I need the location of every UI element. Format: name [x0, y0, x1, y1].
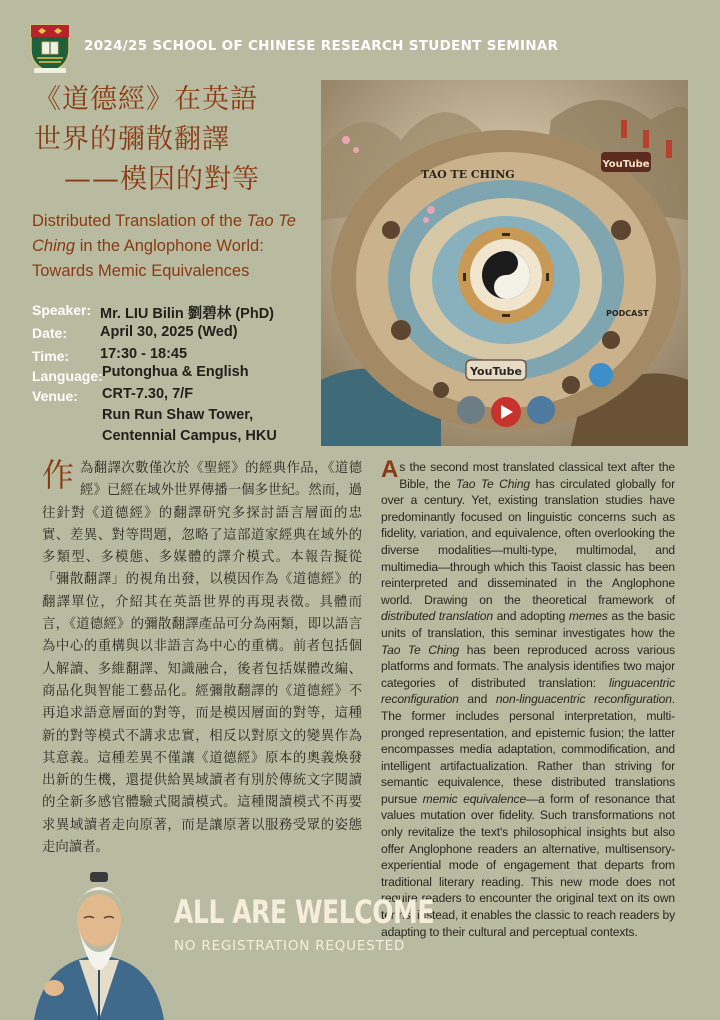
english-abstract-text-3: and adopting — [492, 609, 569, 624]
youtube-badge-center: YouTube — [470, 365, 522, 378]
tao-media-illustration — [321, 80, 688, 446]
speaker-label: Speaker: — [32, 302, 92, 318]
youtube-badge-top: YouTube — [602, 159, 650, 170]
english-title — [32, 209, 322, 284]
speaker-value: Mr. LIU Bilin 劉碧林 (PhD) — [100, 306, 274, 322]
venue-line-1: CRT-7.30, 7/F — [102, 386, 194, 402]
english-abstract-text-5: has been reproduced across various platforms and formats. The analysis identifies two major categories of distributed translation: — [381, 642, 675, 690]
chinese-abstract-text: 為翻譯次數僅次於《聖經》的經典作品，《道德經》已經在域外世界傳播一個多世紀。然而，過往針對《道德經》的翻譯研究多探討語言層面的忠實、差異、對等問題，忽略了這部道家經典在域外的多類型、多模態、多媒體的譯介模式。本報告擬從「彌散翻譯」的視角出發，以模因作為《道德經》的翻譯單位，介紹其在英語世界的再現表徵。具體而言，《道德經》的彌散翻譯產品可分為兩類，即以語言為中心的重構與以非語言為中心的重構。前者包括個人解讀、多維翻譯、知識融合，後者包括媒體改編、商品化與智能工藝品化。經彌散翻譯的《道德經》不再追求語意層面的對等，而是模因層面的對等，這種新的對等模式不講求忠實，相反以對原文的變異作為其意義。這種差異不僅讓《道德經》原本的奧義煥發出新的生機，還提供給異域讀者有別於傳統文字閱讀的全新多感官體驗式閱讀模式。這種閱讀模式不再要求異域讀者走向原著，而是讓原著以服務受眾的姿態走向讀者。 — [42, 461, 362, 856]
english-title-part-2: in the Anglophone World: Towards Memic Equivalences — [32, 237, 264, 280]
english-abstract-italic-1: Tao Te Ching — [456, 476, 530, 491]
date-label: Date: — [32, 325, 68, 341]
time-value: 17:30 - 18:45 — [100, 346, 188, 362]
english-abstract-italic-7: memic equivalence — [422, 791, 527, 806]
all-are-welcome-heading: ALL ARE WELCOME — [174, 893, 435, 931]
time-label: Time: — [32, 348, 70, 364]
no-registration-note: NO REGISTRATION REQUESTED — [174, 938, 406, 954]
english-title-part-1: Distributed Translation of the — [32, 212, 247, 230]
english-abstract-text-6: and — [458, 692, 496, 707]
date-value: April 30, 2025 (Wed) — [100, 324, 238, 340]
venue-label: Venue: — [32, 388, 78, 404]
language-label: Language: — [32, 368, 103, 384]
chinese-title — [34, 80, 260, 200]
podcast-art-label: PODCAST — [606, 309, 649, 318]
english-abstract-text-7: . The former includes personal interpretation, multi-pronged representation, and epistemic fusion; the latter encompasses media adaptation, commodification, and intelligent artifactualization. Rather than striving for semantic equivalence, these distributed translations pursue — [381, 692, 675, 806]
chinese-title-line-1: 《道德經》在英語 — [34, 84, 258, 115]
english-abstract-italic-5: linguacentric reconfiguration — [381, 675, 675, 707]
english-abstract-text-8: —a form of resonance that values mutation over fidelity. Such transformations not only revitalize the text's philosophical insights but also offer Anglophone readers an alternative, multisensory-experiential mode of engagement that departs from traditional literary reading. This new mode does not require readers to encounter the original text on its own terms; instead, it enables the classic to reach readers by adapting to their cultural and perceptual contexts. — [381, 791, 675, 939]
chinese-title-line-3: ——模因的對等 — [64, 164, 260, 195]
english-title-italic: Tao Te Ching — [32, 212, 296, 255]
chinese-abstract — [42, 458, 362, 859]
english-abstract-text-4: as the basic units of translation, this seminar investigates how the — [381, 609, 675, 640]
english-abstract-italic-6: non-linguacentric reconfiguration — [495, 692, 672, 707]
seminar-series-title: 2024/25 SCHOOL OF CHINESE RESEARCH STUDENT SEMINAR — [84, 38, 559, 54]
chinese-drop-cap: 作 — [42, 456, 75, 494]
chinese-title-line-2: 世界的彌散翻譯 — [34, 124, 230, 155]
tao-te-ching-art-label: TAO TE CHING — [421, 168, 515, 181]
english-drop-cap: A — [381, 456, 399, 483]
english-abstract-text-1: s the second most translated classical text after the Bible, the — [399, 460, 675, 491]
english-abstract — [381, 456, 676, 940]
venue-line-3: Centennial Campus, HKU — [102, 428, 277, 444]
venue-line-2: Run Run Shaw Tower, — [102, 407, 254, 423]
language-value: Putonghua & English — [102, 364, 249, 380]
english-abstract-text-2: has circulated globally for over a century. Yet, existing translation studies have predominantly focused on linguistic concerns such as fidelity, variation, and equivalence, often overlooking the diverse modalities—multi-type, multimodal, and multimedia—through which this Taoist classic has been reinterpreted and disseminated in the Anglophone world. Drawing on the theoretical framework of — [381, 476, 676, 607]
laozi-sage-illustration — [24, 860, 174, 1020]
university-crest-logo — [28, 22, 72, 74]
english-abstract-italic-2: distributed translation — [381, 609, 493, 624]
english-abstract-italic-4: Tao Te Ching — [381, 642, 460, 657]
english-abstract-italic-3: memes — [568, 609, 608, 624]
